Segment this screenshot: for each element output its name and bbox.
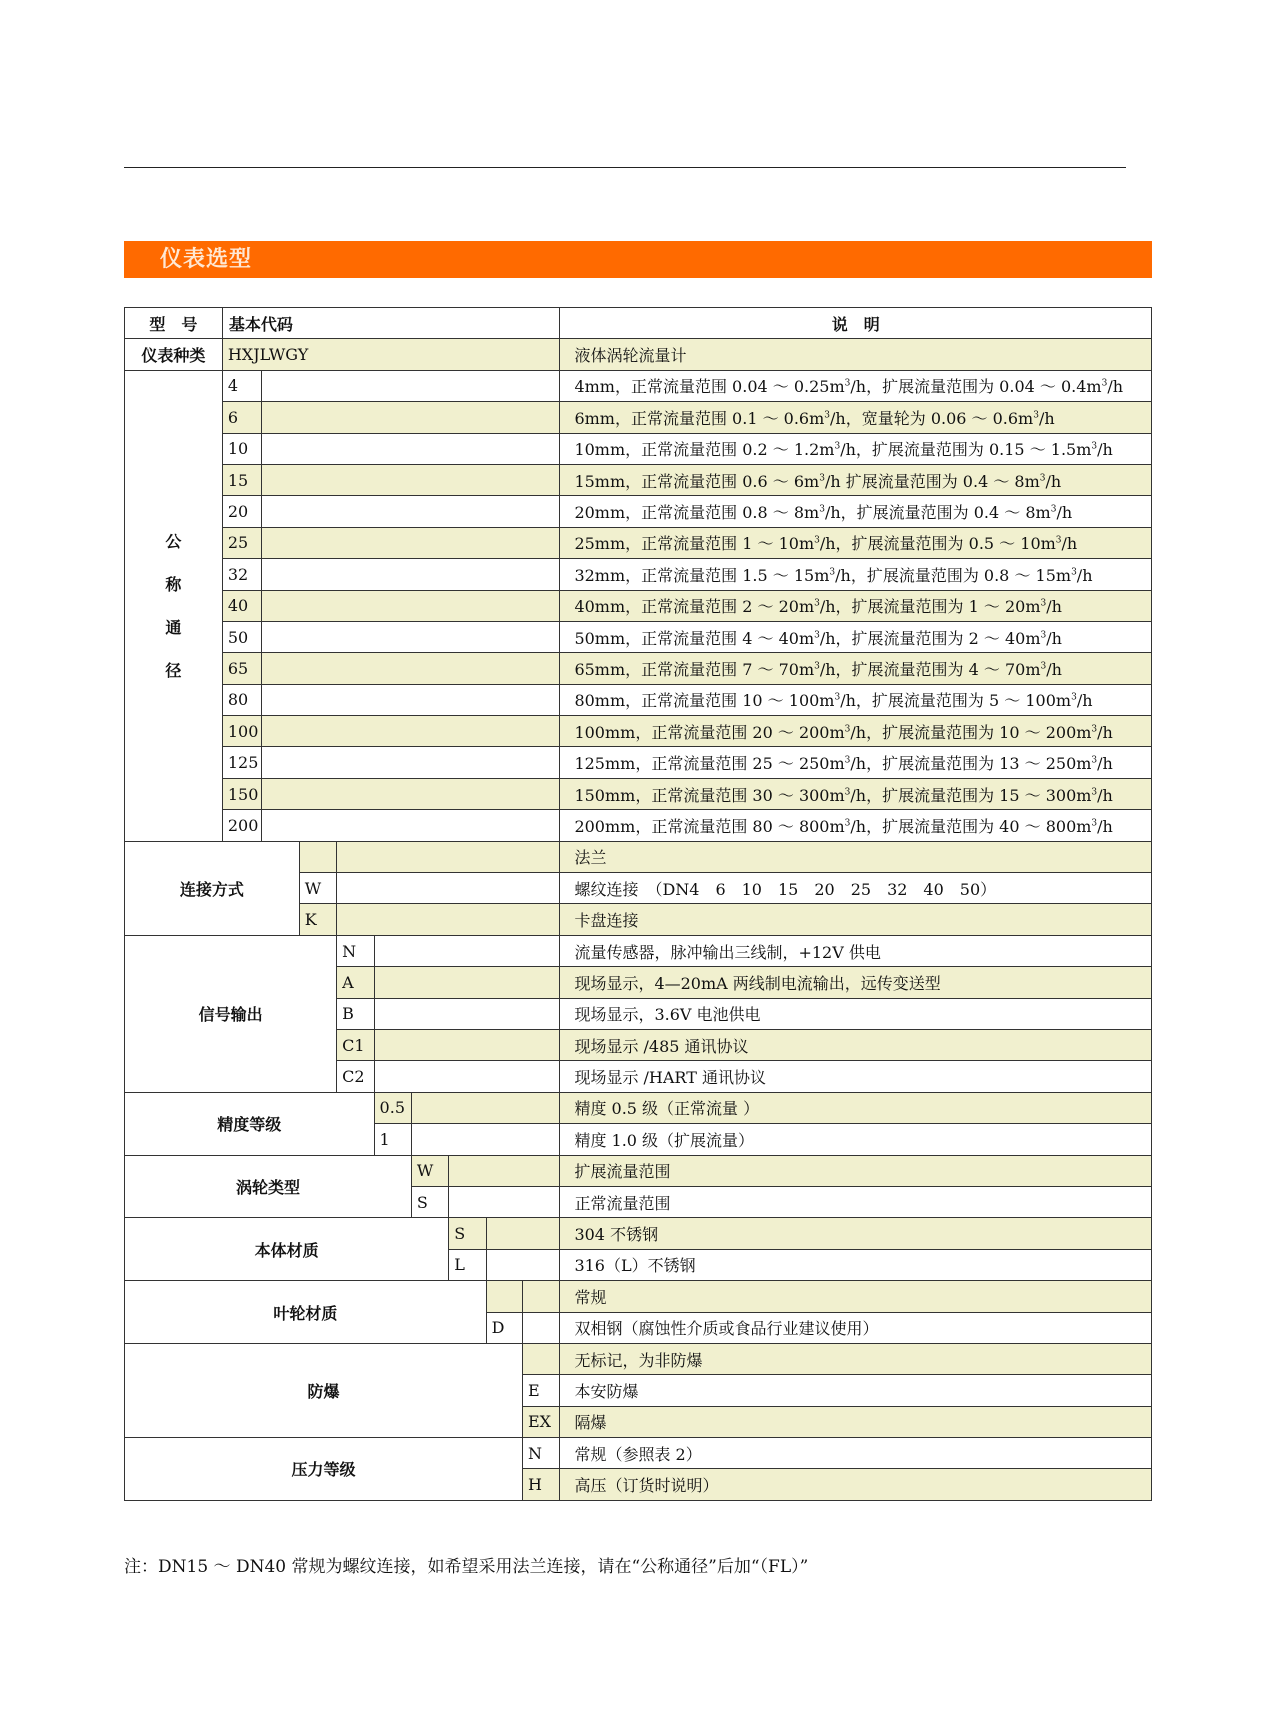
extended-range-text: /h，扩展流量范围为 13 ～ 250m [850,754,1092,774]
blank-cell [486,1218,560,1249]
blank-cell [411,1124,560,1155]
cubic-superscript: 3 [834,693,841,704]
impeller-material-code [486,1281,522,1312]
signal-code: C1 [337,1029,374,1060]
cubic-superscript: 3 [1040,630,1047,641]
diameter-desc [560,653,1152,684]
selection-table [124,307,1152,1501]
cubic-superscript: 3 [844,755,851,766]
meter-type-desc: 液体涡轮流量计 [560,339,1152,370]
diameter-desc [560,621,1152,652]
signal-desc: 现场显示，3.6V 电池供电 [560,998,1152,1029]
connection-row [125,841,1152,872]
explosion-desc: 无标记，为非防爆 [560,1343,1152,1374]
unit-text: /h [1046,597,1062,617]
diameter-blank [262,559,560,590]
signal-row [125,935,1152,966]
diameter-desc [560,590,1152,621]
cubic-superscript: 3 [834,441,841,452]
diameter-desc [560,402,1152,433]
blank-cell [449,1155,560,1186]
flow-range-text: 15mm，正常流量范围 0.6 ～ 6m [574,471,820,491]
diameter-row [125,402,1152,433]
unit-text: /h [1097,754,1113,774]
accuracy-row [125,1092,1152,1123]
diameter-code: 6 [222,402,262,433]
blank-cell [522,1281,559,1312]
cubic-superscript: 3 [844,818,851,829]
diameter-desc [560,433,1152,464]
flow-range-text: 25mm，正常流量范围 1 ～ 10m [574,534,815,554]
nominal-diameter-label-char: 通 [165,617,182,637]
unit-text: /h [1076,691,1093,711]
flow-range-text: 100mm，正常流量范围 20 ～ 200m [574,722,845,742]
meter-type-label: 仪表种类 [125,339,223,370]
signal-code: B [337,998,374,1029]
pressure-code: H [522,1469,559,1500]
nominal-diameter-label [125,370,223,841]
unit-text: /h [1097,440,1113,460]
blank-cell [486,1249,560,1280]
cubic-superscript: 3 [824,410,831,421]
diameter-row [125,433,1152,464]
diameter-code: 100 [222,716,262,747]
turbine-code: S [411,1186,448,1217]
explosion-desc: 隔爆 [560,1406,1152,1437]
unit-text: /h [1097,785,1113,805]
cubic-superscript: 3 [1101,379,1108,390]
extended-range-text: /h，扩展流量范围为 4 ～ 70m [819,659,1041,679]
diameter-row [125,810,1152,841]
cubic-superscript: 3 [1091,755,1098,766]
diameter-desc [560,716,1152,747]
extended-range-text: /h，扩展流量范围为 0.8 ～ 15m [835,565,1072,585]
turbine-code: W [411,1155,448,1186]
extended-range-text: /h，宽量轮为 0.06 ～ 0.6m [830,408,1034,428]
unit-text: /h [1097,816,1113,836]
flow-range-text: 4mm，正常流量范围 0.04 ～ 0.25m [574,377,845,397]
accuracy-desc: 精度 1.0 级（扩展流量） [560,1124,1152,1155]
blank-cell [522,1312,559,1343]
extended-range-text: /h，扩展流量范围为 5 ～ 100m [840,691,1072,711]
signal-desc: 现场显示 /HART 通讯协议 [560,1061,1152,1092]
cubic-superscript: 3 [1039,473,1046,484]
explosion-code [522,1343,559,1374]
pressure-desc: 高压（订货时说明） [560,1469,1152,1500]
flow-range-text: 150mm，正常流量范围 30 ～ 300m [574,785,845,805]
blank-cell [411,1092,560,1123]
diameter-row [125,559,1152,590]
cubic-superscript: 3 [1091,818,1098,829]
diameter-code: 65 [222,653,262,684]
diameter-blank [262,370,560,401]
header-description: 说 明 [560,308,1152,339]
pressure-label: 压力等级 [125,1438,523,1501]
blank-cell [337,873,560,904]
extended-range-text: /h，扩展流量范围为 0.04 ～ 0.4m [850,377,1102,397]
extended-range-text: /h，扩展流量范围为 0.5 ～ 10m [819,534,1056,554]
unit-text: /h [1061,534,1078,554]
flow-range-text: 125mm，正常流量范围 25 ～ 250m [574,754,845,774]
cubic-superscript: 3 [819,504,825,515]
body-material-desc: 316（L）不锈钢 [560,1249,1152,1280]
cubic-superscript: 3 [829,567,836,578]
diameter-desc [560,810,1152,841]
diameter-code: 4 [222,370,262,401]
nominal-diameter-label-char: 称 [165,574,182,594]
explosion-label: 防爆 [125,1343,523,1437]
header-basic-code: 基本代码 [222,308,560,339]
diameter-blank [262,778,560,809]
flow-range-text: 10mm，正常流量范围 0.2 ～ 1.2m [574,440,835,460]
diameter-blank [262,402,560,433]
unit-text: /h [1107,377,1124,397]
blank-cell [374,967,560,998]
cubic-superscript: 3 [844,379,851,390]
diameter-blank [262,590,560,621]
explosion-row [125,1343,1152,1374]
turbine-row [125,1155,1152,1186]
cubic-superscript: 3 [1091,441,1098,452]
extended-range-text: /h，扩展流量范围为 15 ～ 300m [850,785,1092,805]
cubic-superscript: 3 [814,661,820,672]
signal-code: C2 [337,1061,374,1092]
diameter-code: 15 [222,464,262,495]
diameter-row [125,778,1152,809]
body-material-code: L [449,1249,486,1280]
diameter-code: 125 [222,747,262,778]
turbine-desc: 正常流量范围 [560,1186,1152,1217]
explosion-desc: 本安防爆 [560,1375,1152,1406]
explosion-code: EX [522,1406,559,1437]
header-model: 型 号 [125,308,223,339]
body-material-desc: 304 不锈钢 [560,1218,1152,1249]
accuracy-desc: 精度 0.5 级（正常流量 ） [560,1092,1152,1123]
unit-text: /h [1038,408,1055,428]
diameter-desc [560,464,1152,495]
diameter-code: 20 [222,496,262,527]
diameter-desc [560,747,1152,778]
unit-text: /h [1046,659,1062,679]
blank-cell [449,1186,560,1217]
unit-text: /h [1076,565,1093,585]
cubic-superscript: 3 [1091,724,1098,735]
diameter-code: 32 [222,559,262,590]
cubic-superscript: 3 [1040,661,1047,672]
signal-code: N [337,935,374,966]
signal-label: 信号输出 [125,935,337,1092]
diameter-code: 150 [222,778,262,809]
nominal-diameter-label-char: 径 [165,660,182,680]
header-rule [124,167,1126,168]
extended-range-text: /h，扩展流量范围为 40 ～ 800m [850,816,1092,836]
extended-range-text: /h，扩展流量范围为 10 ～ 200m [850,722,1092,742]
flow-range-text: 32mm，正常流量范围 1.5 ～ 15m [574,565,830,585]
diameter-blank [262,496,560,527]
cubic-superscript: 3 [1055,536,1062,547]
cubic-superscript: 3 [1091,787,1098,798]
blank-cell [337,904,560,935]
cubic-superscript: 3 [1071,693,1077,704]
diameter-row [125,684,1152,715]
diameter-blank [262,810,560,841]
impeller-material-desc: 双相钢（腐蚀性介质或食品行业建议使用） [560,1312,1152,1343]
diameter-blank [262,527,560,558]
section-title: 仪表选型 [124,241,1152,278]
turbine-label: 涡轮类型 [125,1155,412,1218]
diameter-desc [560,684,1152,715]
impeller-material-desc: 常规 [560,1281,1152,1312]
extended-range-text: /h，扩展流量范围为 0.15 ～ 1.5m [840,440,1092,460]
cubic-superscript: 3 [814,630,820,641]
cubic-superscript: 3 [844,724,851,735]
cubic-superscript: 3 [1040,598,1047,609]
diameter-desc [560,527,1152,558]
diameter-blank [262,747,560,778]
meter-type-code: HXJLWGY [222,339,560,370]
nominal-diameter-label-char: 公 [165,531,182,551]
extended-range-text: /h，扩展流量范围为 2 ～ 40m [819,628,1041,648]
diameter-blank [262,716,560,747]
diameter-desc [560,370,1152,401]
diameter-row [125,621,1152,652]
diameter-blank [262,684,560,715]
blank-cell [374,1029,560,1060]
diameter-blank [262,621,560,652]
diameter-code: 10 [222,433,262,464]
blank-cell [374,998,560,1029]
flow-range-text: 50mm，正常流量范围 4 ～ 40m [574,628,815,648]
connection-code [299,841,336,872]
diameter-code: 25 [222,527,262,558]
unit-text: /h [1045,471,1062,491]
diameter-row [125,496,1152,527]
blank-cell [337,841,560,872]
diameter-blank [262,653,560,684]
connection-desc: 卡盘连接 [560,904,1152,935]
signal-desc: 流量传感器，脉冲输出三线制，+12V 供电 [560,935,1152,966]
extended-range-text: /h，扩展流量范围为 0.4 ～ 8m [824,503,1051,523]
flow-range-text: 40mm，正常流量范围 2 ～ 20m [574,597,815,617]
turbine-desc: 扩展流量范围 [560,1155,1152,1186]
body-material-label: 本体材质 [125,1218,449,1281]
diameter-code: 200 [222,810,262,841]
diameter-row [125,590,1152,621]
body-material-row [125,1218,1152,1249]
header-row [125,308,1152,339]
flow-range-text: 6mm，正常流量范围 0.1 ～ 0.6m [574,408,825,428]
connection-desc: 螺纹连接 （DN4 6 10 15 20 25 32 40 50） [560,873,1152,904]
cubic-superscript: 3 [814,536,820,547]
cubic-superscript: 3 [814,598,820,609]
diameter-row [125,527,1152,558]
connection-desc: 法兰 [560,841,1152,872]
connection-label: 连接方式 [125,841,300,935]
pressure-desc: 常规（参照表 2） [560,1438,1152,1469]
diameter-blank [262,433,560,464]
flow-range-text: 20mm，正常流量范围 0.8 ～ 8m [574,503,820,523]
diameter-code: 80 [222,684,262,715]
impeller-material-code: D [486,1312,522,1343]
unit-text: /h [1046,628,1062,648]
impeller-material-label: 叶轮材质 [125,1281,487,1344]
cubic-superscript: 3 [844,787,851,798]
diameter-row [125,747,1152,778]
flow-range-text: 65mm，正常流量范围 7 ～ 70m [574,659,815,679]
diameter-code: 40 [222,590,262,621]
unit-text: /h [1097,722,1113,742]
flow-range-text: 80mm，正常流量范围 10 ～ 100m [574,691,835,711]
cubic-superscript: 3 [1033,410,1039,421]
signal-code: A [337,967,374,998]
extended-range-text: /h 扩展流量范围为 0.4 ～ 8m [824,471,1040,491]
impeller-material-row [125,1281,1152,1312]
accuracy-code: 0.5 [374,1092,411,1123]
diameter-blank [262,464,560,495]
diameter-row [125,464,1152,495]
diameter-desc [560,559,1152,590]
explosion-code: E [522,1375,559,1406]
diameter-code: 50 [222,621,262,652]
pressure-code: N [522,1438,559,1469]
signal-desc: 现场显示 /485 通讯协议 [560,1029,1152,1060]
connection-code: W [299,873,336,904]
unit-text: /h [1056,503,1073,523]
extended-range-text: /h，扩展流量范围为 1 ～ 20m [819,597,1041,617]
accuracy-label: 精度等级 [125,1092,375,1155]
blank-cell [374,1061,560,1092]
cubic-superscript: 3 [1050,504,1057,515]
cubic-superscript: 3 [819,473,825,484]
footnote: 注：DN15 ～ DN40 常规为螺纹连接，如希望采用法兰连接，请在“公称通径”后加“（FL）” [124,1557,809,1577]
connection-code: K [299,904,336,935]
diameter-row [125,653,1152,684]
diameter-desc [560,496,1152,527]
pressure-row [125,1438,1152,1469]
flow-range-text: 200mm，正常流量范围 80 ～ 800m [574,816,845,836]
blank-cell [374,935,560,966]
diameter-row [125,716,1152,747]
body-material-code: S [449,1218,486,1249]
meter-type-row [125,339,1152,370]
diameter-row [125,370,1152,401]
signal-desc: 现场显示，4—20mA 两线制电流输出，远传变送型 [560,967,1152,998]
cubic-superscript: 3 [1071,567,1077,578]
diameter-desc [560,778,1152,809]
accuracy-code: 1 [374,1124,411,1155]
